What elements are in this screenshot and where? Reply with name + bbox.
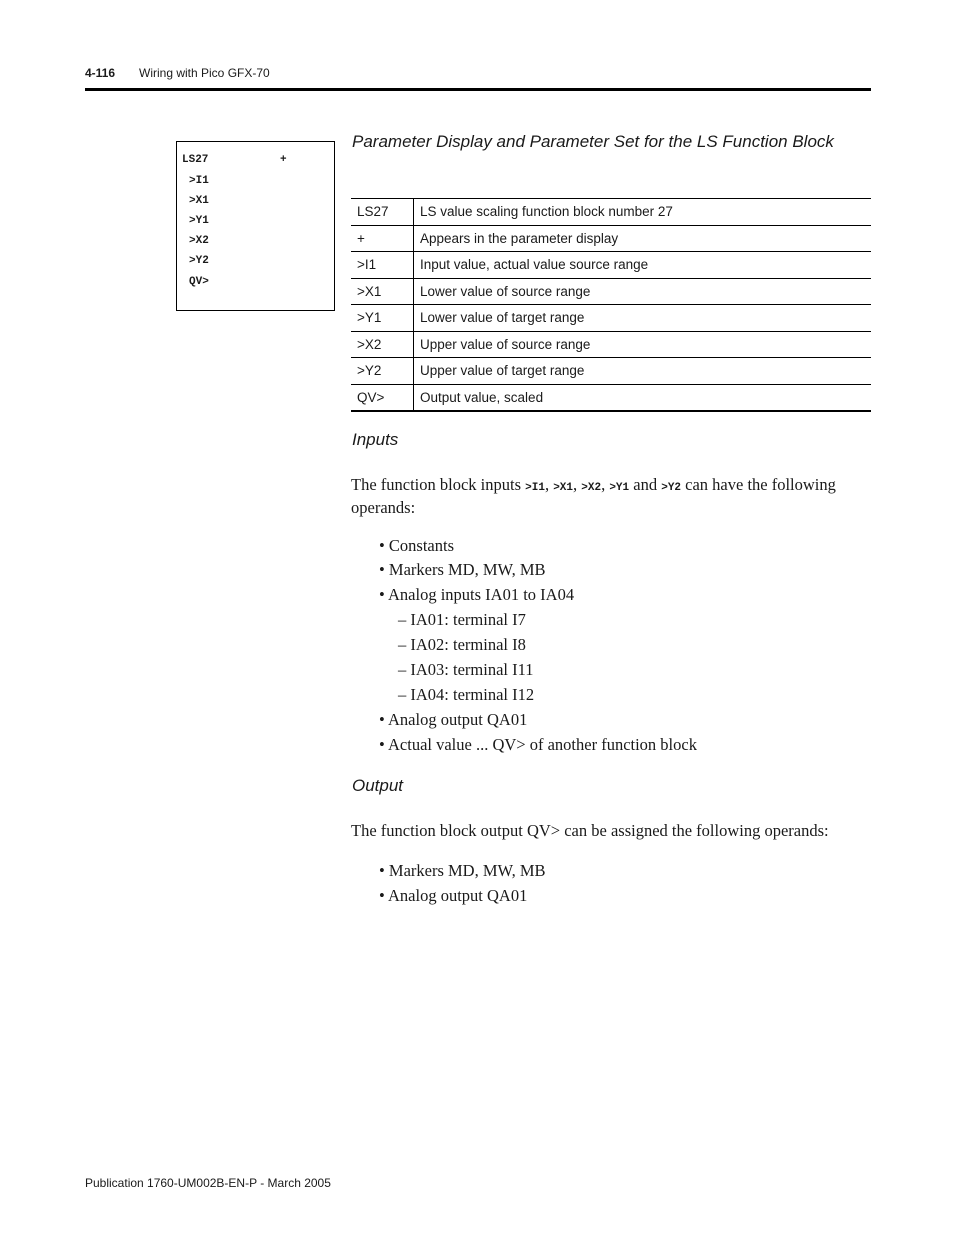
desc-cell: Lower value of source range <box>414 278 872 305</box>
sub-list-item <box>398 635 526 655</box>
bullet-icon: • <box>379 735 385 754</box>
table-row <box>351 225 871 252</box>
separator: and <box>629 475 662 494</box>
list-item-text: Analog inputs IA01 to IA04 <box>388 585 575 604</box>
chapter-title: Wiring with Pico GFX-70 <box>139 66 270 80</box>
desc-cell: Appears in the parameter display <box>414 225 872 252</box>
inputs-heading: Inputs <box>352 430 399 449</box>
bullet-icon: • <box>379 710 385 729</box>
table-row <box>351 278 871 305</box>
header-rule <box>85 88 871 91</box>
table-row <box>351 252 871 279</box>
list-item-text: Analog output QA01 <box>388 886 528 905</box>
parameter-table <box>351 198 871 412</box>
display-flag: + <box>280 154 287 166</box>
desc-cell: Output value, scaled <box>414 384 872 411</box>
list-item <box>379 560 546 580</box>
parameter-display <box>176 141 335 311</box>
sub-list-item <box>398 610 526 630</box>
inputs-intro: The function block inputs <box>351 475 526 494</box>
sub-list-item-text: IA01: terminal I7 <box>410 610 526 629</box>
list-item-text: Analog output QA01 <box>388 710 528 729</box>
sub-list-item-text: IA02: terminal I8 <box>410 635 526 654</box>
code-y1: >Y1 <box>609 482 630 494</box>
display-line-ls27: LS27 <box>182 154 209 166</box>
list-item <box>379 886 527 906</box>
dash-icon: – <box>398 685 407 704</box>
display-line-y2: >Y2 <box>189 255 209 267</box>
separator: , <box>544 475 554 494</box>
dash-icon: – <box>398 635 407 654</box>
param-cell: LS27 <box>351 199 414 226</box>
param-cell: + <box>351 225 414 252</box>
desc-cell: Input value, actual value source range <box>414 252 872 279</box>
sub-list-item <box>398 685 534 705</box>
output-heading: Output <box>352 776 404 795</box>
publication-footer: Publication 1760-UM002B-EN-P - March 2005 <box>85 1176 331 1190</box>
param-cell: >X1 <box>351 278 414 305</box>
display-line-qv: QV> <box>189 276 209 288</box>
table-row <box>351 331 871 358</box>
desc-cell: Upper value of source range <box>414 331 872 358</box>
code-y2: >Y2 <box>661 482 682 494</box>
table-row <box>351 384 871 411</box>
display-line-y1: >Y1 <box>189 215 209 227</box>
param-cell: >Y2 <box>351 358 414 385</box>
param-cell: >X2 <box>351 331 414 358</box>
bullet-icon: • <box>379 560 385 579</box>
list-item <box>379 536 454 556</box>
inputs-paragraph <box>351 475 871 518</box>
dash-icon: – <box>398 610 407 629</box>
display-line-x1: >X1 <box>189 195 209 207</box>
desc-cell: LS value scaling function block number 27 <box>414 199 872 226</box>
list-item-text: Constants <box>388 536 454 555</box>
code-x2: >X2 <box>581 482 602 494</box>
param-cell: >Y1 <box>351 305 414 332</box>
list-item-text: Markers MD, MW, MB <box>388 861 546 880</box>
list-item <box>379 735 697 755</box>
param-cell: QV> <box>351 384 414 411</box>
dash-icon: – <box>398 660 407 679</box>
list-item <box>379 861 546 881</box>
table-row <box>351 358 871 385</box>
bullet-icon: • <box>379 861 385 880</box>
output-paragraph: The function block output QV> can be assigned the following operands: <box>351 821 829 840</box>
figure-caption: Parameter Display and Parameter Set for the LS Function Block <box>352 132 834 151</box>
page-number: 4-116 <box>85 66 116 80</box>
param-cell: >I1 <box>351 252 414 279</box>
sub-list-item-text: IA04: terminal I12 <box>410 685 535 704</box>
display-line-x2: >X2 <box>189 235 209 247</box>
desc-cell: Lower value of target range <box>414 305 872 332</box>
code-x1: >X1 <box>553 482 574 494</box>
bullet-icon: • <box>379 585 385 604</box>
code-i1: >I1 <box>525 482 545 494</box>
list-item-text: Markers MD, MW, MB <box>388 560 546 579</box>
list-item-text: Actual value ... QV> of another function block <box>388 735 697 754</box>
bullet-icon: • <box>379 886 385 905</box>
separator: , <box>573 475 582 494</box>
display-line-i1: >I1 <box>189 175 209 187</box>
inputs-intro-end: can have the following operands: <box>351 475 836 517</box>
desc-cell: Upper value of target range <box>414 358 872 385</box>
sub-list-item <box>398 660 533 680</box>
list-item <box>379 585 574 605</box>
list-item <box>379 710 527 730</box>
separator: , <box>601 475 610 494</box>
table-row <box>351 305 871 332</box>
table-row <box>351 199 871 226</box>
sub-list-item-text: IA03: terminal I11 <box>410 660 534 679</box>
bullet-icon: • <box>379 536 385 555</box>
